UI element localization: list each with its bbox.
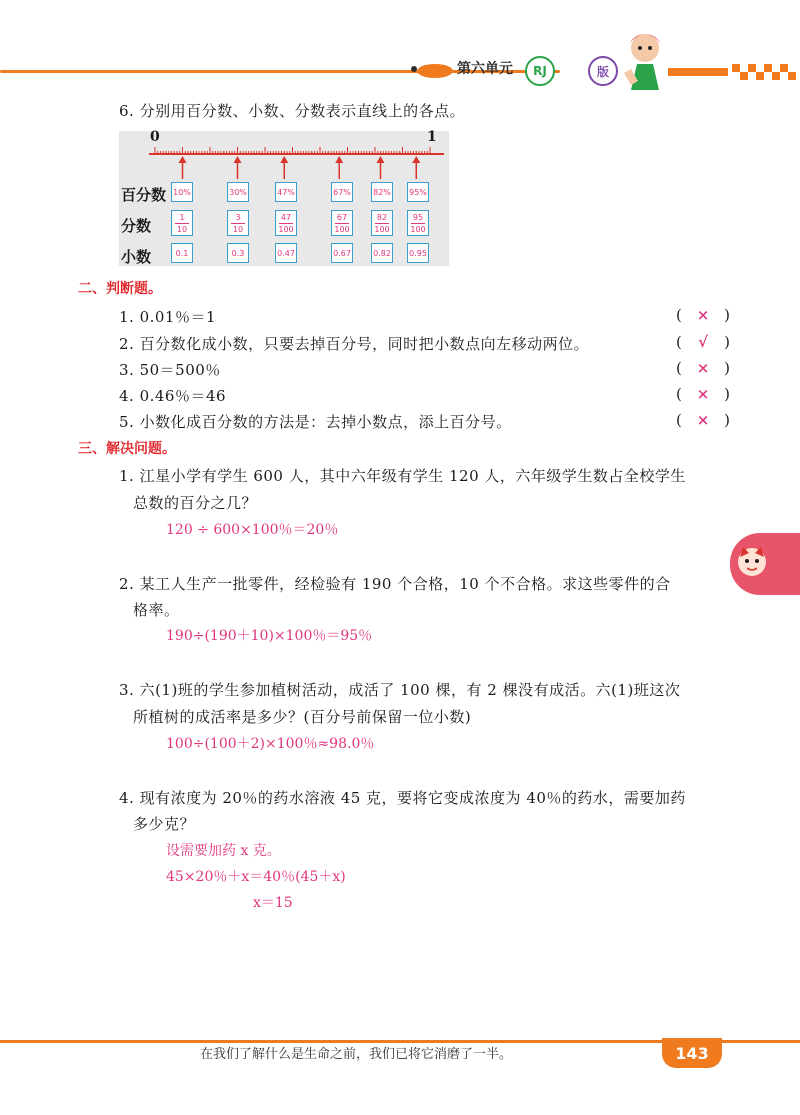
percent-box: 30%	[227, 182, 249, 202]
arrow-head	[412, 156, 420, 163]
percent-box: 10%	[171, 182, 193, 202]
row-label-fraction: 分数	[121, 217, 152, 235]
checkered-ribbon-icon	[668, 62, 800, 82]
pencil-icon	[400, 56, 460, 86]
problem-1-answer: 120 ÷ 600×100％＝20％	[166, 522, 339, 538]
judge-item-3: 3. 50＝500％	[119, 361, 221, 379]
problem-4-answer-let: 设需要加药 x 克。	[166, 843, 281, 859]
decimal-box: 0.82	[371, 243, 393, 263]
page-number: 143	[662, 1038, 722, 1068]
judge-mark-3: ( × )	[676, 359, 730, 377]
decimal-box: 0.3	[227, 243, 249, 263]
fraction-box: 95 100	[407, 210, 429, 236]
percent-box: 67%	[331, 182, 353, 202]
problem-1-line-2: 总数的百分之几？	[133, 494, 258, 512]
decimal-box: 0.47	[275, 243, 297, 263]
fraction-box: 47 100	[275, 210, 297, 236]
problem-4-line-2: 多少克？	[133, 815, 196, 833]
problem-1-line-1: 1. 江星小学有学生 600 人，其中六年级有学生 120 人，六年级学生数占全校学生	[119, 467, 686, 485]
judge-mark-1: ( × )	[676, 306, 730, 324]
problem-2-answer: 190÷(190＋10)×100％＝95％	[166, 628, 373, 644]
fraction-box: 1 10	[171, 210, 193, 236]
arrow-head	[335, 156, 343, 163]
section-2-title: 二、判断题。	[78, 281, 162, 297]
problem-3-line-2: 所植树的成活率是多少？(百分号前保留一位小数)	[133, 708, 472, 726]
judge-mark-4: ( × )	[676, 385, 730, 403]
mascot-face-icon	[735, 545, 769, 579]
fraction-box: 82 100	[371, 210, 393, 236]
judge-item-4: 4. 0.46％＝46	[119, 387, 227, 405]
footer-motto: 在我们了解什么是生命之前，我们已将它消磨了一半。	[200, 1047, 513, 1062]
cartoon-girl-icon	[615, 20, 675, 100]
row-label-decimal: 小数	[121, 248, 152, 266]
decimal-box: 0.1	[171, 243, 193, 263]
judge-item-1: 1. 0.01％＝1	[119, 308, 217, 326]
problem-2-line-2: 格率。	[133, 601, 180, 619]
judge-item-2: 2. 百分数化成小数，只要去掉百分号，同时把小数点向左移动两位。	[119, 335, 590, 353]
percent-box: 82%	[371, 182, 393, 202]
judge-mark-2: ( √ )	[676, 333, 730, 351]
judge-item-5: 5. 小数化成百分数的方法是：去掉小数点，添上百分号。	[119, 413, 512, 431]
arrow-head	[280, 156, 288, 163]
problem-3-answer: 100÷(100＋2)×100％≈98.0％	[166, 736, 375, 752]
q6-text: 6. 分别用百分数、小数、分数表示直线上的各点。	[119, 102, 466, 120]
problem-4-answer-equation: 45×20％＋x＝40％(45＋x)	[166, 869, 346, 885]
arrow-head	[234, 156, 242, 163]
unit-title: 第六单元	[457, 61, 513, 77]
edition-badge: 版	[588, 56, 618, 86]
decimal-box: 0.95	[407, 243, 429, 263]
decimal-box: 0.67	[331, 243, 353, 263]
fraction-box: 67 100	[331, 210, 353, 236]
problem-2-line-1: 2. 某工人生产一批零件，经检验有 190 个合格，10 个不合格。求这些零件的合	[119, 575, 671, 593]
percent-box: 95%	[407, 182, 429, 202]
arrow-head	[377, 156, 385, 163]
fraction-box: 3 10	[227, 210, 249, 236]
line-start-label: 0	[150, 129, 160, 145]
row-label-percent: 百分数	[121, 186, 167, 204]
percent-box: 47%	[275, 182, 297, 202]
problem-3-line-1: 3. 六(1)班的学生参加植树活动，成活了 100 棵，有 2 棵没有成活。六(1)班这次	[119, 681, 681, 699]
rj-badge: RJ	[525, 56, 555, 86]
arrow-head	[179, 156, 187, 163]
problem-4-line-1: 4. 现有浓度为 20％的药水溶液 45 克，要将它变成浓度为 40％的药水，需要加药	[119, 789, 686, 807]
line-end-label: 1	[427, 129, 437, 145]
judge-mark-5: ( × )	[676, 411, 730, 429]
section-3-title: 三、解决问题。	[78, 441, 176, 457]
problem-4-answer-result: x＝15	[253, 895, 293, 911]
